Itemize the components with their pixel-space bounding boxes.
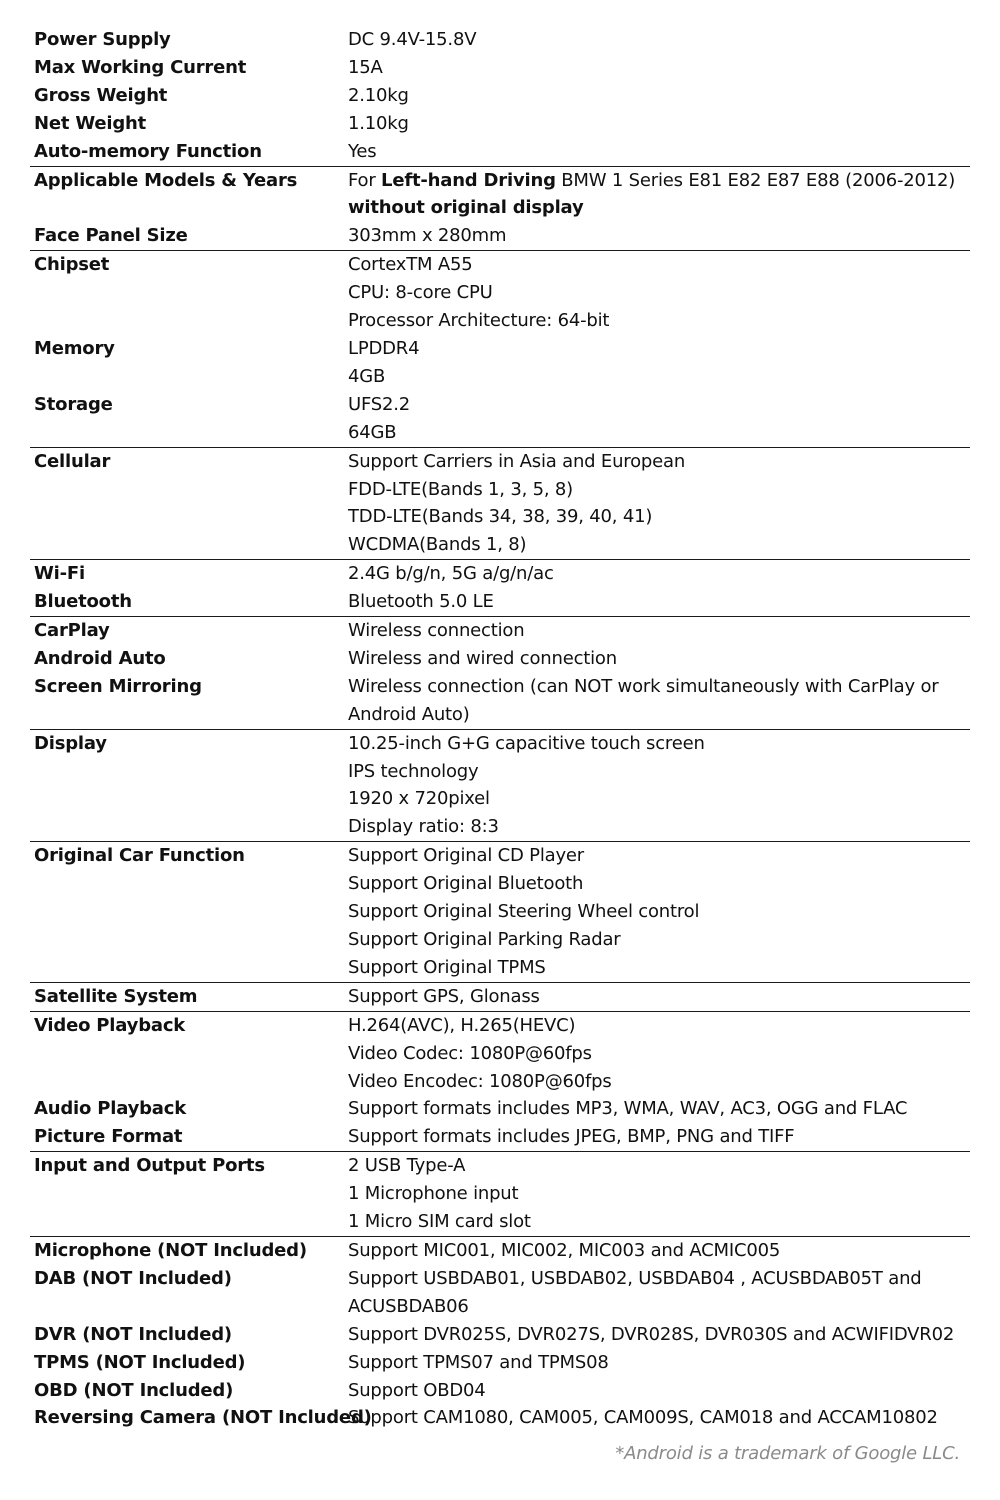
- spec-label: Bluetooth: [34, 591, 132, 613]
- spec-values: [348, 1321, 970, 1349]
- spec-label: Input and Output Ports: [34, 1155, 265, 1177]
- spec-value-line: [348, 842, 970, 870]
- spec-label: Gross Weight: [34, 84, 168, 106]
- spec-values: [348, 730, 970, 842]
- spec-value-line: [348, 222, 970, 250]
- spec-value-line: [348, 1321, 970, 1349]
- spec-group: [30, 617, 970, 730]
- spec-value-text: Support OBD04: [348, 1379, 486, 1401]
- spec-table: [30, 26, 970, 1432]
- spec-values: [348, 617, 970, 645]
- spec-row-cellular: [30, 448, 970, 560]
- spec-values: [348, 560, 970, 588]
- spec-value-line: [348, 645, 970, 673]
- spec-value-line: [348, 26, 970, 54]
- spec-values: [348, 673, 970, 729]
- spec-label: Applicable Models & Years: [34, 169, 298, 191]
- spec-row-tpms-not-included: [30, 1349, 970, 1377]
- spec-label: Video Playback: [34, 1014, 186, 1036]
- spec-value-text: Support MIC001, MIC002, MIC003 and ACMIC005: [348, 1239, 781, 1261]
- spec-value-text: WCDMA(Bands 1, 8): [348, 534, 527, 556]
- spec-group: [30, 448, 970, 561]
- spec-value-text: 1 Microphone input: [348, 1183, 519, 1205]
- spec-value-line: [348, 785, 970, 813]
- spec-label: Reversing Camera (NOT Included): [34, 1407, 372, 1429]
- spec-value-line: [348, 1123, 970, 1151]
- spec-label: Satellite System: [34, 985, 198, 1007]
- spec-values: [348, 26, 970, 54]
- spec-group: [30, 1012, 970, 1153]
- spec-value-line: [348, 1040, 970, 1068]
- spec-value-text: 2 USB Type-A: [348, 1155, 466, 1177]
- spec-value-bold: without original display: [348, 197, 584, 219]
- spec-value-text: ACUSBDAB06: [348, 1295, 469, 1317]
- spec-values: [348, 645, 970, 673]
- spec-value-text: Support Original CD Player: [348, 845, 584, 867]
- spec-value-line: [348, 1237, 970, 1265]
- spec-row-storage: [30, 391, 970, 447]
- spec-label: Original Car Function: [34, 845, 245, 867]
- spec-value-text: H.264(AVC), H.265(HEVC): [348, 1014, 576, 1036]
- spec-value-text: DC 9.4V-15.8V: [348, 29, 477, 50]
- spec-value-line: [348, 588, 970, 616]
- spec-group: [30, 730, 970, 843]
- spec-value-line: [348, 758, 970, 786]
- spec-row-android-auto: [30, 645, 970, 673]
- spec-value-text: Support Original Steering Wheel control: [348, 901, 700, 923]
- spec-row-input-and-output-ports: [30, 1152, 970, 1236]
- spec-value-line: [348, 813, 970, 841]
- spec-value-line: [348, 531, 970, 559]
- spec-values: [348, 1123, 970, 1151]
- spec-label: Face Panel Size: [34, 225, 188, 247]
- spec-values: [348, 251, 970, 335]
- spec-label: DVR (NOT Included): [34, 1323, 232, 1345]
- spec-label: Memory: [34, 337, 115, 359]
- spec-value-line: [348, 1265, 970, 1293]
- spec-value-text: LPDDR4: [348, 337, 420, 359]
- spec-value-line: [348, 870, 970, 898]
- spec-value-line: [348, 1095, 970, 1123]
- spec-value-text: Support formats includes MP3, WMA, WAV, AC3, OGG and FLAC: [348, 1098, 908, 1120]
- spec-value-line: [348, 730, 970, 758]
- spec-value-line: [348, 954, 970, 982]
- spec-value-line: [348, 1012, 970, 1040]
- spec-value-text: CortexTM A55: [348, 254, 473, 276]
- spec-values: [348, 54, 970, 82]
- spec-row-reversing-camera-not-included: [30, 1404, 970, 1432]
- spec-value-line: [348, 110, 970, 138]
- spec-group: [30, 1237, 970, 1432]
- spec-value-text: Support USBDAB01, USBDAB02, USBDAB04 , ACUSBDAB05T and: [348, 1267, 922, 1289]
- spec-value-line: [348, 1208, 970, 1236]
- spec-group: [30, 26, 970, 167]
- spec-label: Screen Mirroring: [34, 675, 202, 697]
- spec-value-text: BMW 1 Series E81 E82 E87 E88 (2006-2012): [555, 169, 956, 191]
- spec-label: DAB (NOT Included): [34, 1267, 232, 1289]
- spec-value-line: [348, 363, 970, 391]
- spec-value-line: [348, 1152, 970, 1180]
- spec-value-text: Support formats includes JPEG, BMP, PNG and TIFF: [348, 1126, 795, 1148]
- spec-value-text: 303mm x 280mm: [348, 225, 507, 247]
- spec-values: [348, 335, 970, 391]
- spec-value-text: Android Auto): [348, 703, 470, 725]
- spec-row-dab-not-included: [30, 1265, 970, 1321]
- spec-value-line: [348, 194, 970, 222]
- spec-value-line: [348, 926, 970, 954]
- spec-value-text: 1 Micro SIM card slot: [348, 1211, 531, 1233]
- spec-label: Audio Playback: [34, 1098, 186, 1120]
- spec-value-text: Support TPMS07 and TPMS08: [348, 1351, 609, 1373]
- spec-group: [30, 167, 970, 252]
- spec-value-line: [348, 335, 970, 363]
- spec-value-text: TDD-LTE(Bands 34, 38, 39, 40, 41): [348, 506, 653, 528]
- spec-value-line: [348, 1068, 970, 1096]
- spec-value-text: 1.10kg: [348, 112, 409, 134]
- spec-value-text: Yes: [348, 140, 377, 162]
- spec-row-carplay: [30, 617, 970, 645]
- spec-value-line: [348, 1293, 970, 1321]
- spec-value-text: Wireless connection (can NOT work simultaneously with CarPlay or: [348, 675, 939, 697]
- spec-label: Net Weight: [34, 112, 147, 134]
- spec-label: TPMS (NOT Included): [34, 1351, 246, 1373]
- spec-values: [348, 1012, 970, 1096]
- spec-row-obd-not-included: [30, 1377, 970, 1405]
- spec-row-power-supply: [30, 26, 970, 54]
- spec-label: Cellular: [34, 450, 111, 472]
- spec-group: [30, 1152, 970, 1237]
- spec-row-picture-format: [30, 1123, 970, 1151]
- spec-value-text: For: [348, 169, 382, 191]
- spec-row-wi-fi: [30, 560, 970, 588]
- spec-values: [348, 588, 970, 616]
- spec-value-text: 2.4G b/g/n, 5G a/g/n/ac: [348, 563, 554, 585]
- spec-value-line: [348, 448, 970, 476]
- spec-value-line: [348, 279, 970, 307]
- spec-value-text: CPU: 8-core CPU: [348, 282, 493, 304]
- spec-values: [348, 983, 970, 1011]
- spec-value-text: 1920 x 720pixel: [348, 788, 490, 810]
- spec-label: Power Supply: [34, 29, 171, 50]
- spec-row-max-working-current: [30, 54, 970, 82]
- spec-value-line: [348, 167, 970, 195]
- spec-row-screen-mirroring: [30, 673, 970, 729]
- spec-value-text: Display ratio: 8:3: [348, 816, 499, 838]
- spec-value-line: [348, 391, 970, 419]
- spec-value-text: Support Original TPMS: [348, 956, 546, 978]
- spec-value-text: UFS2.2: [348, 393, 411, 415]
- spec-row-dvr-not-included: [30, 1321, 970, 1349]
- spec-label: Wi-Fi: [34, 563, 85, 585]
- spec-row-original-car-function: [30, 842, 970, 982]
- spec-group: [30, 842, 970, 983]
- spec-values: [348, 1265, 970, 1321]
- spec-values: [348, 1404, 970, 1432]
- spec-value-line: [348, 1180, 970, 1208]
- spec-label: Chipset: [34, 254, 110, 276]
- spec-value-text: Support Original Parking Radar: [348, 929, 621, 950]
- spec-row-display: [30, 730, 970, 842]
- spec-value-line: [348, 503, 970, 531]
- spec-values: [348, 1095, 970, 1123]
- spec-group: [30, 560, 970, 617]
- spec-value-text: Wireless connection: [348, 620, 525, 642]
- spec-value-line: [348, 983, 970, 1011]
- spec-label: OBD (NOT Included): [34, 1379, 234, 1401]
- spec-value-text: Video Encodec: 1080P@60fps: [348, 1070, 612, 1092]
- spec-values: [348, 1377, 970, 1405]
- spec-values: [348, 82, 970, 110]
- spec-value-text: IPS technology: [348, 760, 479, 782]
- spec-values: [348, 391, 970, 447]
- spec-value-text: Support Original Bluetooth: [348, 873, 584, 895]
- spec-value-line: [348, 617, 970, 645]
- spec-label: Storage: [34, 393, 113, 415]
- spec-label: Picture Format: [34, 1126, 183, 1148]
- spec-value-line: [348, 1377, 970, 1405]
- spec-values: [348, 167, 970, 223]
- spec-row-microphone-not-included: [30, 1237, 970, 1265]
- spec-label: Max Working Current: [34, 56, 247, 78]
- spec-value-text: Support DVR025S, DVR027S, DVR028S, DVR030S and ACWIFIDVR02: [348, 1323, 955, 1345]
- spec-value-line: [348, 560, 970, 588]
- spec-value-line: [348, 673, 970, 701]
- spec-row-audio-playback: [30, 1095, 970, 1123]
- spec-group: [30, 251, 970, 447]
- spec-row-gross-weight: [30, 82, 970, 110]
- spec-value-text: Support CAM1080, CAM005, CAM009S, CAM018 and ACCAM10802: [348, 1407, 938, 1429]
- trademark-footnote: *Android is a trademark of Google LLC.: [615, 1443, 960, 1464]
- spec-label: CarPlay: [34, 620, 110, 642]
- spec-value-text: Processor Architecture: 64-bit: [348, 310, 610, 332]
- spec-row-bluetooth: [30, 588, 970, 616]
- spec-value-line: [348, 1404, 970, 1432]
- spec-values: [348, 110, 970, 138]
- spec-value-text: 15A: [348, 56, 383, 78]
- spec-value-line: [348, 251, 970, 279]
- spec-value-text: 4GB: [348, 365, 386, 387]
- spec-value-text: Wireless and wired connection: [348, 647, 617, 669]
- spec-values: [348, 222, 970, 250]
- spec-label: Auto-memory Function: [34, 140, 262, 162]
- spec-value-line: [348, 307, 970, 335]
- spec-value-line: [348, 701, 970, 729]
- spec-value-line: [348, 476, 970, 504]
- spec-value-line: [348, 54, 970, 82]
- spec-row-satellite-system: [30, 983, 970, 1011]
- spec-value-text: Bluetooth 5.0 LE: [348, 591, 494, 613]
- spec-row-memory: [30, 335, 970, 391]
- spec-values: [348, 138, 970, 166]
- spec-value-line: [348, 1349, 970, 1377]
- spec-value-text: 10.25-inch G+G capacitive touch screen: [348, 732, 705, 754]
- spec-value-text: Support GPS, Glonass: [348, 985, 540, 1007]
- spec-value-line: [348, 82, 970, 110]
- spec-value-line: [348, 138, 970, 166]
- spec-values: [348, 1152, 970, 1236]
- spec-row-applicable-models-years: [30, 167, 970, 223]
- spec-row-chipset: [30, 251, 970, 335]
- spec-values: [348, 842, 970, 982]
- spec-value-text: Support Carriers in Asia and European: [348, 450, 686, 472]
- spec-label: Microphone (NOT Included): [34, 1239, 307, 1261]
- spec-value-line: [348, 419, 970, 447]
- spec-row-face-panel-size: [30, 222, 970, 250]
- spec-label: Display: [34, 732, 107, 754]
- spec-value-bold: Left-hand Driving: [381, 169, 556, 191]
- spec-group: [30, 983, 970, 1012]
- spec-values: [348, 1237, 970, 1265]
- spec-values: [348, 448, 970, 560]
- spec-value-text: Video Codec: 1080P@60fps: [348, 1042, 592, 1064]
- spec-label: Android Auto: [34, 647, 166, 669]
- spec-values: [348, 1349, 970, 1377]
- spec-row-auto-memory-function: [30, 138, 970, 166]
- spec-value-text: 64GB: [348, 421, 397, 443]
- spec-value-line: [348, 898, 970, 926]
- spec-row-net-weight: [30, 110, 970, 138]
- spec-value-text: FDD-LTE(Bands 1, 3, 5, 8): [348, 478, 573, 500]
- spec-value-text: 2.10kg: [348, 84, 409, 106]
- spec-row-video-playback: [30, 1012, 970, 1096]
